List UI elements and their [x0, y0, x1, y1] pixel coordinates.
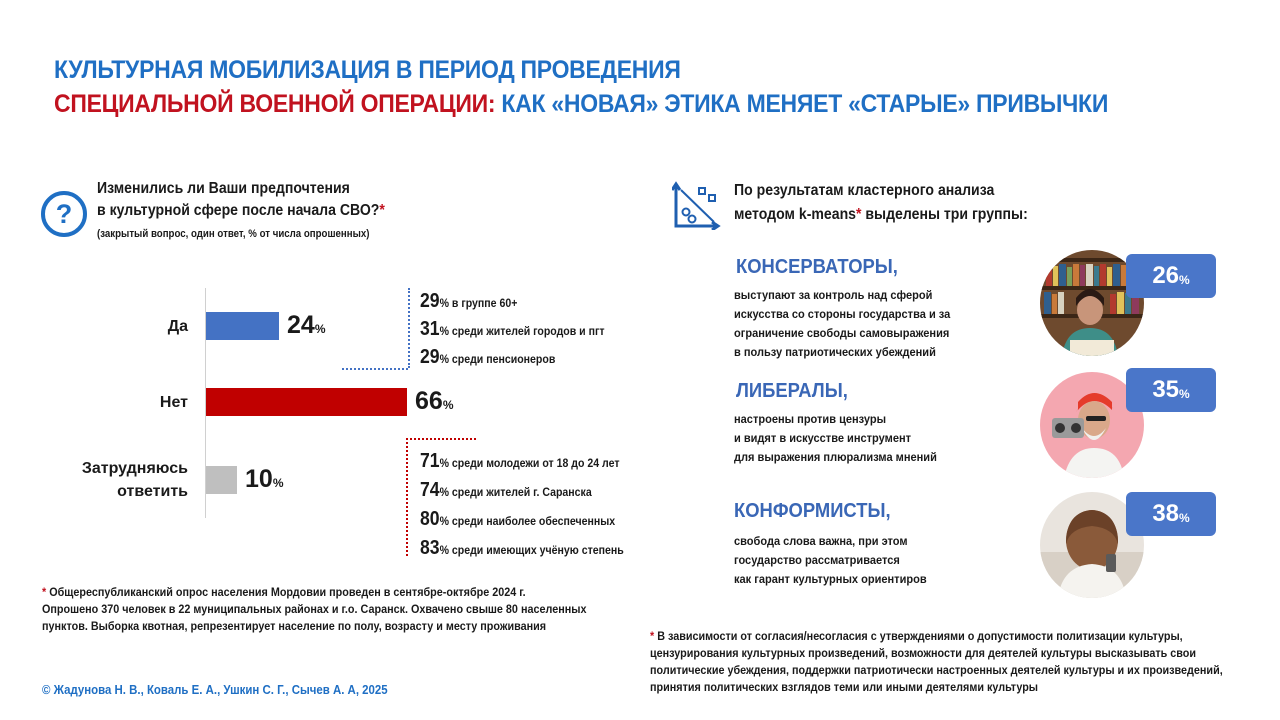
- unsure-detail-item: 71% среди молодежи от 18 до 24 лет: [420, 450, 620, 472]
- cluster-footnote-line: принятия политических взглядов теми или иными деятелями культуры: [650, 680, 1039, 694]
- page-title-red-part: СПЕЦИАЛЬНОЙ ВОЕННОЙ ОПЕРАЦИИ:: [54, 90, 496, 118]
- cluster-footnote-line: политические убеждения, поддержки патриотически настроенных деятелей культуры и их произведений,: [650, 663, 1223, 677]
- cluster-footnote-line: * В зависимости от согласия/несогласия с утверждениями о допустимости политизации культуры,: [650, 629, 1183, 643]
- unsure-detail-item: 80% среди наиболее обеспеченных: [420, 508, 616, 530]
- unsure-connector-vertical: [406, 438, 408, 556]
- question-asterisk: *: [379, 202, 385, 219]
- survey-footnote-line: пунктов. Выборка квотная, репрезентирует население по полу, возрасту и месту проживания: [42, 619, 547, 633]
- yes-detail-item: 31% среди жителей городов и пгт: [420, 318, 605, 340]
- survey-footnote: [42, 584, 586, 635]
- group-desc-conformists: свобода слова важна, при этом государство рассматривается как гарант культурных ориентиров: [734, 534, 927, 586]
- bar-value-label: 24%: [287, 311, 326, 339]
- bar-unsure: [206, 466, 237, 494]
- copyright: © Жадунова Н. В., Коваль Е. А., Ушкин С. Г., Сычев А. А, 2025: [42, 682, 388, 697]
- group-desc-liberals: настроены против цензуры и видят в искусстве инструмент для выражения плюрализма мнений: [734, 412, 937, 464]
- bar-value-label: 10%: [245, 465, 284, 493]
- question-note: (закрытый вопрос, один ответ, % от числа опрошенных): [97, 228, 370, 240]
- bar-chart: [0, 0, 640, 560]
- scatter-cluster-icon: [672, 180, 722, 230]
- group-title-conformists: КОНФОРМИСТЫ,: [734, 500, 891, 522]
- question-text-line1: Изменились ли Ваши предпочтения: [97, 180, 350, 197]
- percent-badge-conservators: 26 %: [1126, 254, 1216, 298]
- percent-badge-liberals: 35 %: [1126, 368, 1216, 412]
- survey-footnote-line: Опрошено 370 человек в 22 муниципальных районах и г.о. Саранск. Охвачено свыше 80 населенных: [42, 602, 587, 616]
- unsure-detail-item: 74% среди жителей г. Саранска: [420, 479, 592, 501]
- yes-detail-item: 29% среди пенсионеров: [420, 346, 556, 368]
- cluster-header-line1: По результатам кластерного анализа: [734, 182, 995, 199]
- group-title-conservators: КОНСЕРВАТОРЫ,: [736, 256, 898, 278]
- category-label: Да: [167, 317, 188, 335]
- cluster-footnote-line: цензурирования культурных произведений, возможности для деятелей культуры высказывать свои: [650, 646, 1197, 660]
- yes-connector-vertical: [408, 288, 410, 368]
- yes-connector-horizontal: [342, 368, 408, 370]
- group-title-liberals: ЛИБЕРАЛЫ,: [736, 380, 848, 402]
- bar-yes: [206, 312, 279, 340]
- unsure-connector-horizontal: [406, 438, 476, 440]
- cluster-header-line2: методом k-means* выделены три группы:: [734, 206, 1028, 223]
- group-desc-conservators: выступают за контроль над сферой искусства со стороны государства и за ограничение свободы самовыражения в пользу патриотических убеждений: [734, 288, 951, 359]
- category-label: Нет: [159, 393, 188, 411]
- cluster-footnote: [650, 628, 1223, 696]
- page-title-line1: КУЛЬТУРНАЯ МОБИЛИЗАЦИЯ В ПЕРИОД ПРОВЕДЕНИЯ: [54, 56, 681, 84]
- yes-detail-item: 29% в группе 60+: [420, 290, 518, 312]
- svg-text:?: ?: [55, 199, 73, 229]
- survey-footnote-line: * Общереспубликанский опрос населения Мордовии проведен в сентябре-октябре 2024 г.: [42, 585, 526, 599]
- bar-no: [206, 388, 407, 416]
- page-title-blue-part: КАК «НОВАЯ» ЭТИКА МЕНЯЕТ «СТАРЫЕ» ПРИВЫЧКИ: [495, 90, 1109, 118]
- unsure-detail-item: 83% среди имеющих учёную степень: [420, 537, 624, 559]
- bar-value-label: 66%: [415, 387, 454, 415]
- question-text-body: в культурной сфере после начала СВО?: [97, 202, 380, 219]
- percent-badge-conformists: 38 %: [1126, 492, 1216, 536]
- category-label: Затрудняюсь ответить: [81, 460, 188, 500]
